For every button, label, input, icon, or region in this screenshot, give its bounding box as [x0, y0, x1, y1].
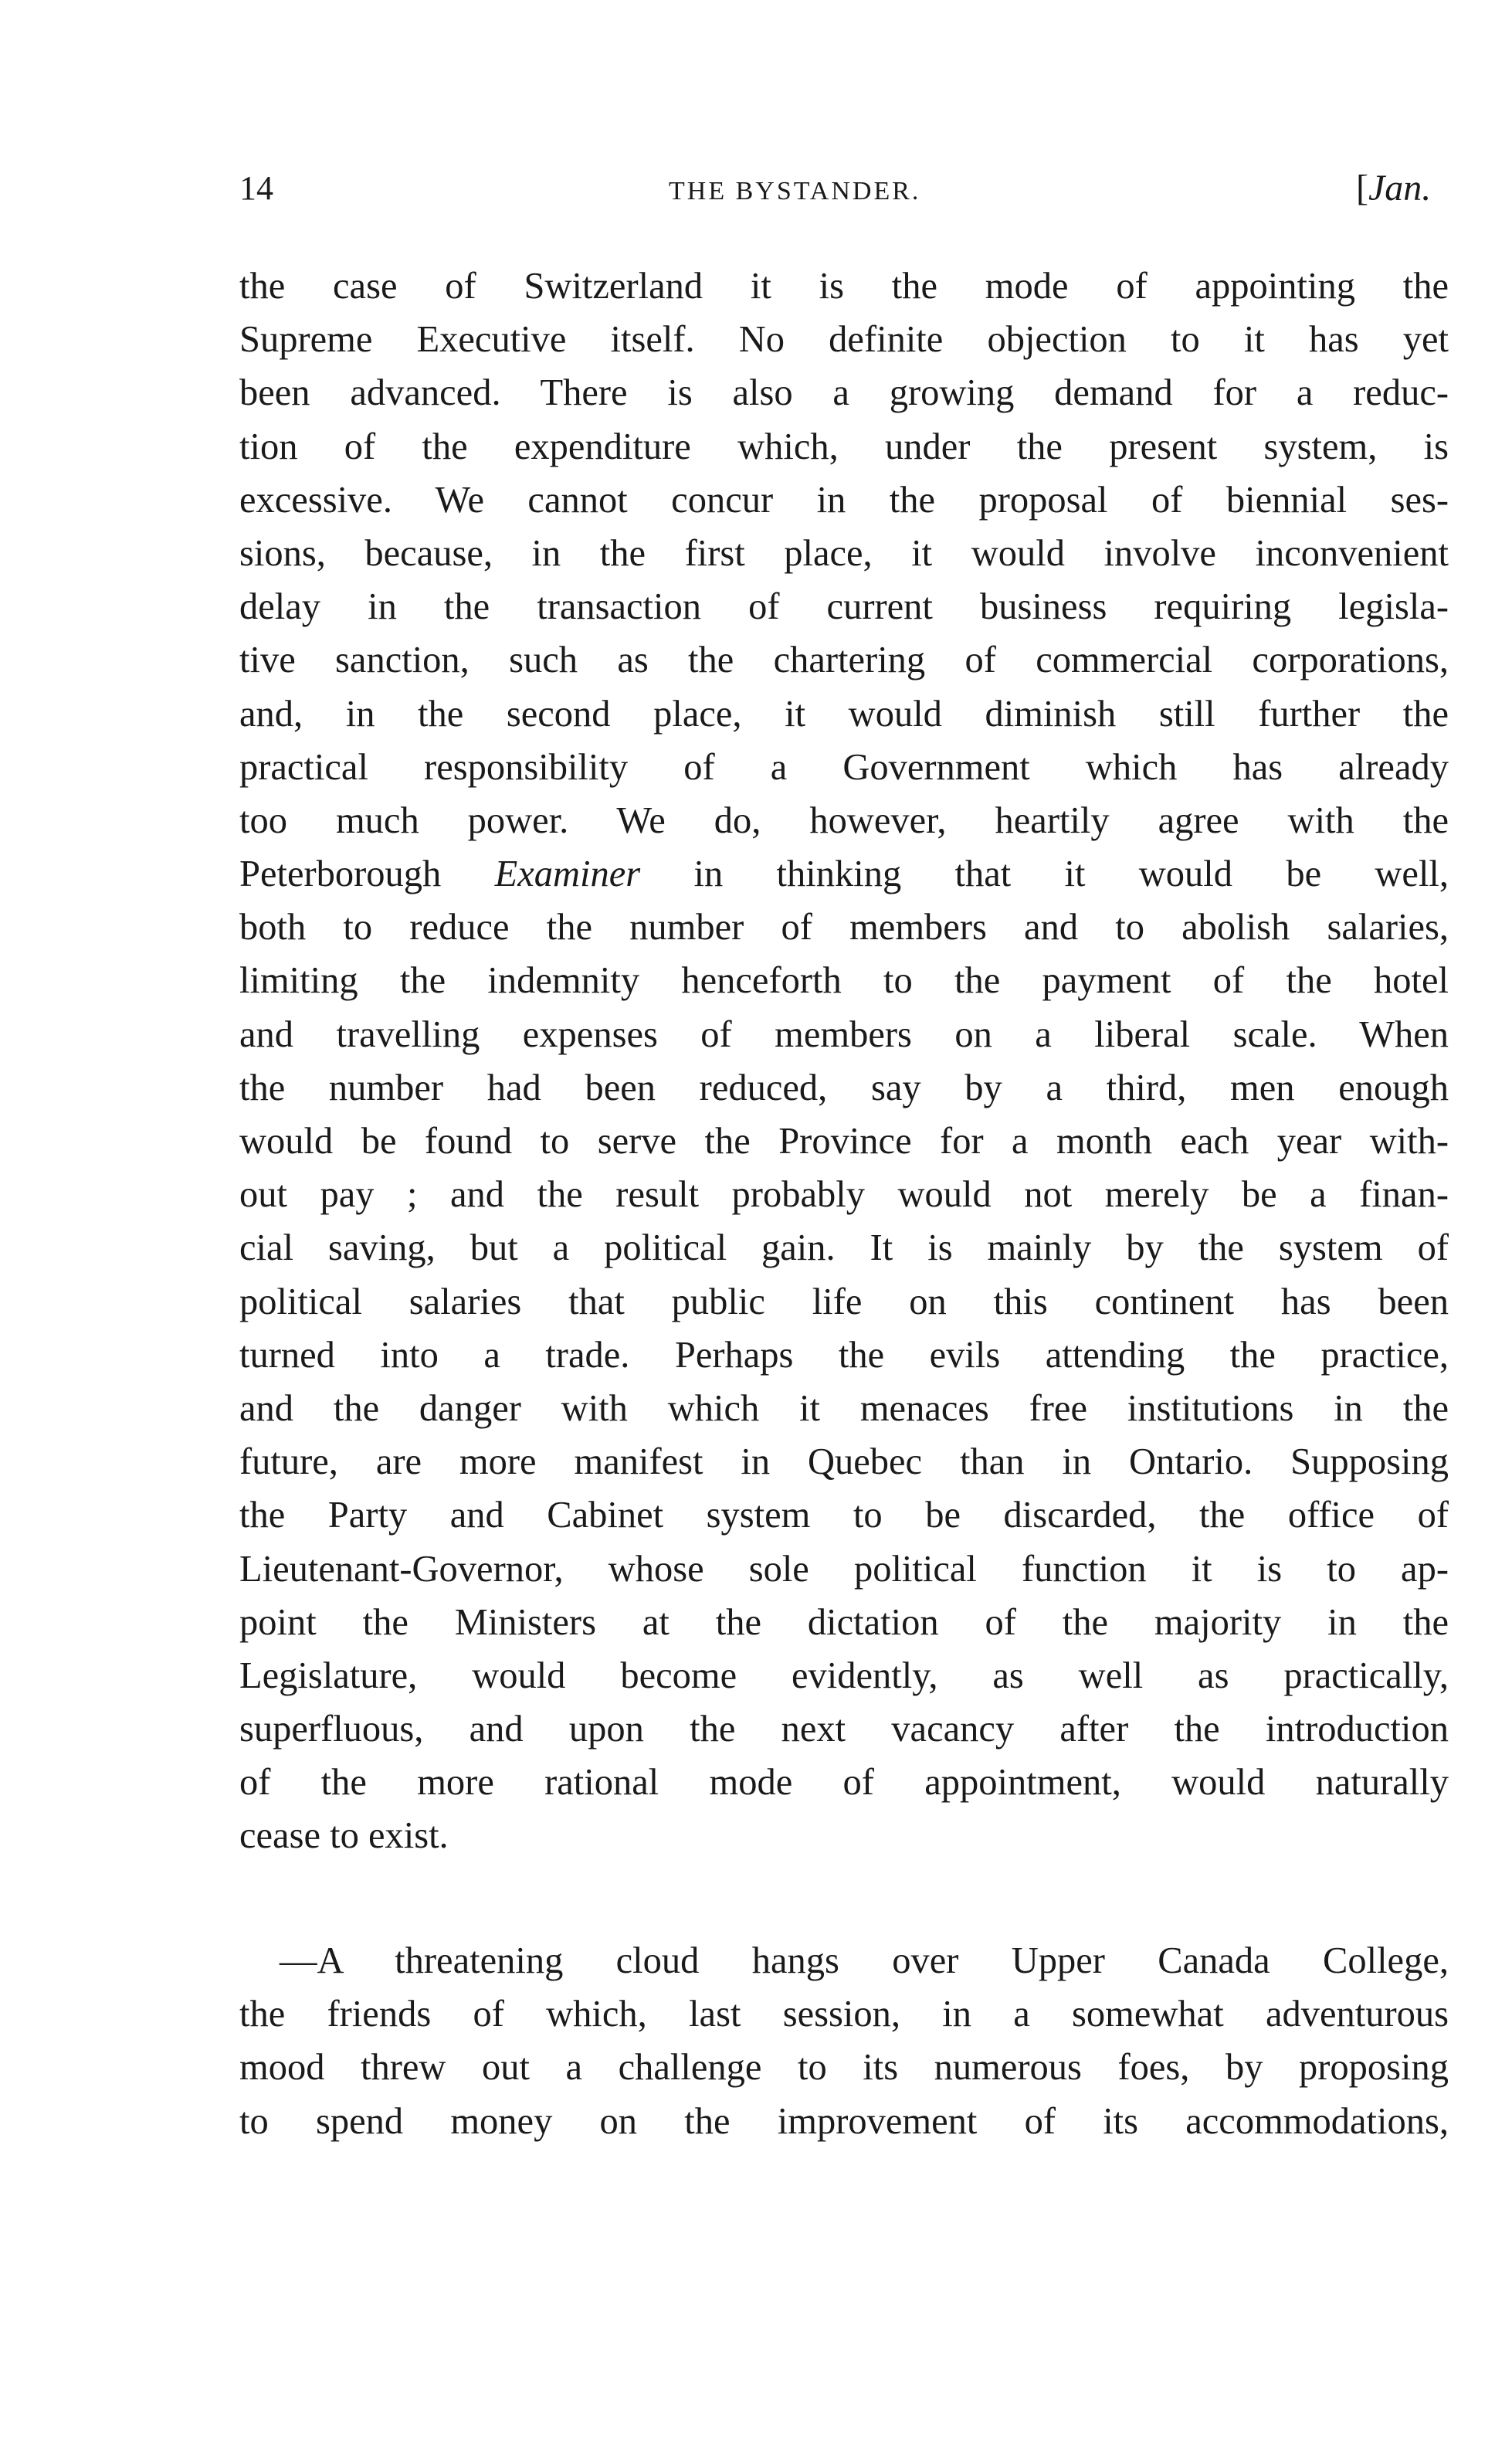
text-line: tion of the expenditure which, under the present system, is	[239, 426, 1449, 467]
text-line: delay in the transaction of current business requiring legisla-	[239, 586, 1449, 628]
page-header	[239, 165, 1490, 219]
text-line: to spend money on the improvement of its accommodations,	[239, 2100, 1449, 2142]
text-line: mood threw out a challenge to its numerous foes, by proposing	[239, 2047, 1449, 2089]
paragraph-2	[239, 1934, 1449, 2148]
text-line: too much power. We do, however, heartily agree with the	[239, 799, 1449, 841]
text-line: point the Ministers at the dictation of the majority in the	[239, 1601, 1449, 1643]
text-line: of the more rational mode of appointment, would naturally	[239, 1762, 1449, 1804]
text-line-examiner	[239, 847, 1449, 901]
examiner-title: Examiner	[494, 854, 641, 895]
text-line: would be found to serve the Province for a month each year with-	[239, 1121, 1449, 1162]
text-line: cease to exist.	[239, 1815, 449, 1857]
text-line: turned into a trade. Perhaps the evils attending the practice,	[239, 1334, 1449, 1376]
month-name: Jan.	[1368, 168, 1432, 209]
text-line: superfluous, and upon the next vacancy after the introduction	[239, 1709, 1449, 1750]
text-line: both to reduce the number of members and to abolish salaries,	[239, 907, 1449, 949]
text-line: —A threatening cloud hangs over Upper Canada College,	[280, 1940, 1449, 1981]
text-line: the friends of which, last session, in a somewhat adventurous	[239, 1994, 1449, 2035]
text-line: the number had been reduced, say by a third, men enough	[239, 1067, 1449, 1108]
text-line: been advanced. There is also a growing demand for a reduc-	[239, 372, 1449, 414]
text-line: tive sanction, such as the chartering of commercial corporations,	[239, 640, 1449, 681]
issue-month	[1356, 165, 1431, 212]
text-line: and travelling expenses of members on a liberal scale. When	[239, 1013, 1449, 1055]
text-line: political salaries that public life on this continent has been	[239, 1281, 1449, 1322]
paragraph-1	[239, 260, 1449, 1863]
text-line: and the danger with which it menaces free institutions in the	[239, 1387, 1449, 1429]
text-line: and, in the second place, it would diminish still further the	[239, 693, 1449, 735]
text-line: Lieutenant-Governor, whose sole political function it is to ap-	[239, 1548, 1449, 1590]
text-line: the Party and Cabinet system to be discarded, the office of	[239, 1495, 1449, 1536]
text-segment: in thinking that it would be well,	[693, 854, 1449, 895]
text-line: the case of Switzerland it is the mode of appointing the	[239, 266, 1449, 307]
text-line: practical responsibility of a Government which has already	[239, 746, 1449, 788]
text-segment: Peterborough	[239, 854, 442, 895]
text-line: Legislature, would become evidently, as well as practically,	[239, 1655, 1449, 1696]
page-number: 14	[239, 169, 273, 207]
text-line: future, are more manifest in Quebec than in Ontario. Supposing	[239, 1441, 1449, 1483]
text-line: limiting the indemnity henceforth to the payment of the hotel	[239, 960, 1449, 1002]
text-line: out pay ; and the result probably would not merely be a finan-	[239, 1174, 1449, 1216]
month-bracket: [	[1356, 168, 1368, 209]
text-line: Supreme Executive itself. No definite objection to it has yet	[239, 319, 1449, 361]
text-line: sions, because, in the first place, it would involve inconvenient	[239, 532, 1449, 574]
text-line: cial saving, but a political gain. It is mainly by the system of	[239, 1227, 1449, 1269]
text-line: excessive. We cannot concur in the proposal of biennial ses-	[239, 479, 1449, 521]
running-title: THE BYSTANDER.	[669, 177, 921, 205]
